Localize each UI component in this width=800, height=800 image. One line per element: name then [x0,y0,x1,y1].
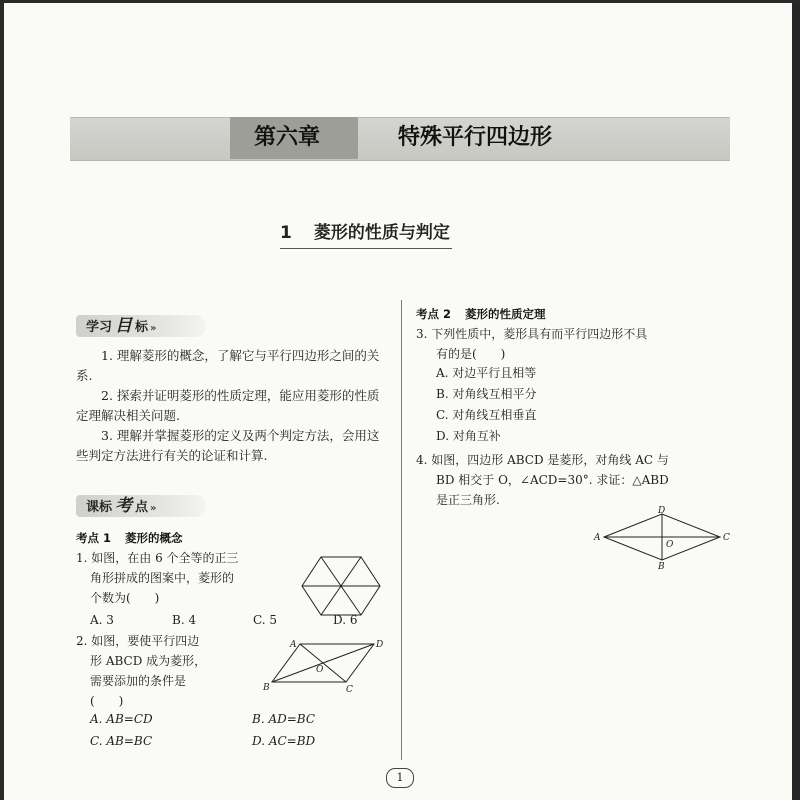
exam-point-title: 菱形的性质定理 [465,307,546,321]
question-line: 2. 如图，要使平行四边 [76,634,200,648]
q1-option-b: B. 4 [172,613,197,627]
q3-option-d: D. 对角互补 [436,429,501,443]
label-b: B [263,683,270,693]
section-number: 1 [280,223,292,243]
exam-point-label: 考点 2 [416,307,452,321]
label-b: B [658,562,665,571]
double-chevron-icon: » [150,323,157,334]
question-line: 角形拼成的图案中，菱形的 [90,571,235,585]
exam-points-banner [76,495,206,517]
q2-option-a: A. AB=CD [90,712,153,726]
q3-option-a: A. 对边平行且相等 [436,366,537,380]
question-3 [416,324,736,364]
goal-item: 2. 探索并证明菱形的性质定理，能应用菱形的性质定理解决相关问题. [76,388,380,423]
q1-option-d: D. 6 [333,613,358,627]
section-title-text: 菱形的性质与判定 [313,223,450,243]
q3-option-b: B. 对角线互相平分 [436,387,537,401]
question-line: 需要添加的条件是 [90,674,187,688]
exam-point-1-heading [76,530,183,546]
label-o: O [316,665,324,675]
question-line: BD 相交于 O，∠ACD=30°. 求证：△ABD [436,473,669,487]
banner-text-left: 学习 [86,320,113,335]
label-a: A [290,640,297,650]
question-line: 有的是( ) [436,347,506,361]
rhombus-figure [590,505,736,571]
section-title [280,220,452,249]
exam-point-2-heading [416,306,546,322]
question-line: 1. 如图，在由 6 个全等的正三 [76,551,239,565]
question-line: 形 ABCD 成为菱形， [90,654,207,668]
question-line: 个数为( ) [90,591,160,605]
goal-item: 3. 理解并掌握菱形的定义及两个判定方法，会用这些判定方法进行有关的论证和计算. [76,428,380,463]
exam-point-label: 考点 1 [76,531,112,545]
banner-text-left: 课标 [86,500,113,515]
question-line: 是正三角形. [436,493,500,507]
double-chevron-icon: » [150,503,157,514]
question-1 [76,548,296,608]
question-2 [76,631,266,711]
label-d: D [376,640,384,650]
label-c: C [346,685,353,694]
question-4 [416,450,746,510]
banner-text-big: 目 [115,316,133,336]
learning-goals-list [76,346,388,466]
banner-text-right: 标 [135,320,149,335]
page-number: 1 [386,768,414,788]
question-line: ( ) [90,694,124,708]
column-divider [401,300,402,760]
q2-option-b: B. AD=BC [252,712,316,726]
banner-text-big: 考 [115,496,133,516]
label-o: O [666,540,674,550]
page-edge-left [0,0,4,800]
q3-option-c: C. 对角线互相垂直 [436,408,537,422]
chapter-title: 特殊平行四边形 [398,125,553,150]
q2-option-d: D. AC=BD [252,734,316,748]
q2-option-c: C. AB=BC [90,734,153,748]
learning-goals-banner [76,315,206,337]
parallelogram-figure [262,636,388,694]
page-edge-top [0,0,800,3]
page-edge-right [792,0,800,800]
label-c: C [723,533,730,543]
chapter-number: 第六章 [254,125,321,150]
exam-point-title: 菱形的概念 [125,531,183,545]
goal-item: 1. 理解菱形的概念，了解它与平行四边形之间的关系. [76,348,380,383]
question-line: 3. 下列性质中，菱形具有而平行四边形不具 [416,327,648,341]
hexagon-figure [300,553,382,619]
q1-option-a: A. 3 [90,613,114,627]
label-a: A [594,533,601,543]
banner-text-right: 点 [135,500,149,515]
question-line: 4. 如图，四边形 ABCD 是菱形，对角线 AC 与 [416,453,669,467]
label-d: D [658,506,666,516]
q1-option-c: C. 5 [253,613,278,627]
